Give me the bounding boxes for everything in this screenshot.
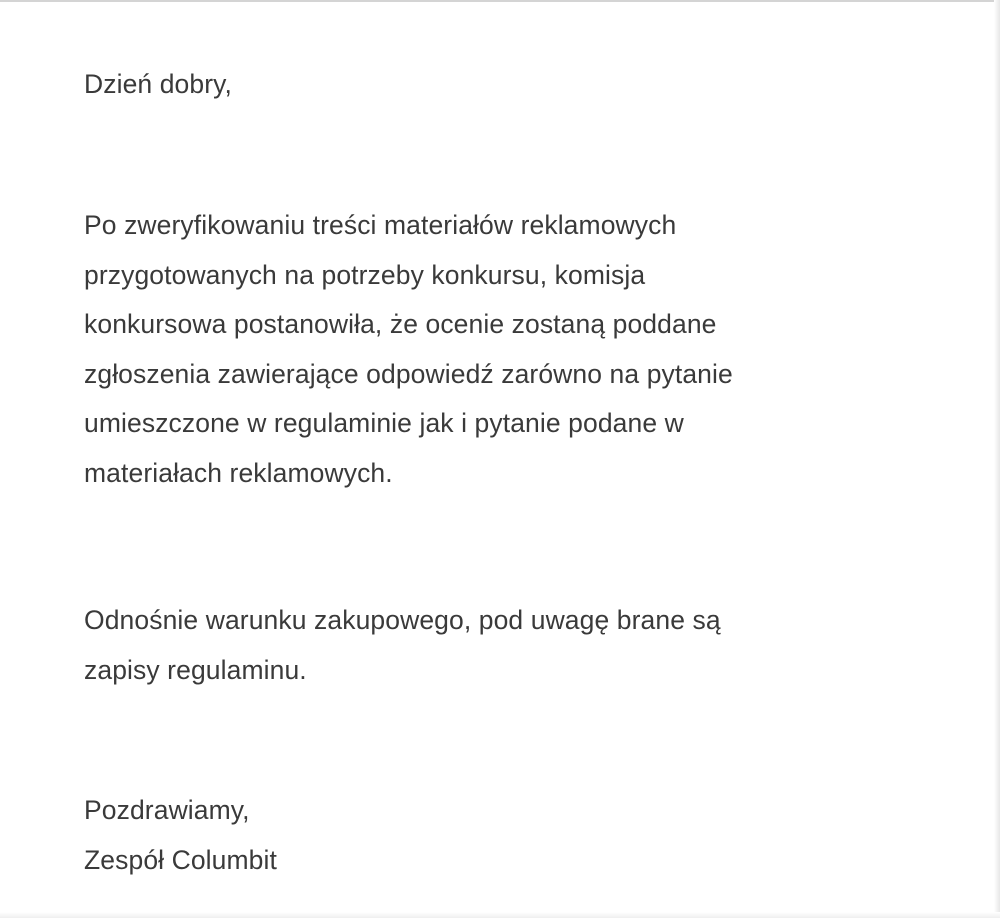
paragraph-2-line: Odnośnie warunku zakupowego, pod uwagę brane są [84,605,721,635]
paragraph-1-line: konkursowa postanowiła, że ocenie zostaną poddane [84,309,717,339]
email-paragraph-1 [84,201,733,498]
email-closing: Pozdrawiamy, [84,795,250,825]
paragraph-1-line: Po zweryfikowaniu treści materiałów reklamowych [84,210,677,240]
right-edge-shadow [994,0,1000,918]
email-signature: Zespół Columbit [84,844,277,875]
paragraph-2-line: zapisy regulaminu. [84,654,307,685]
paragraph-1-line: przygotowanych na potrzeby konkursu, komisja [84,259,646,290]
bottom-edge-shadow [0,912,1000,918]
email-paragraph-2 [84,596,721,695]
top-divider [0,0,1000,2]
paragraph-1-line: zgłoszenia zawierające odpowiedź zarówno na pytanie [84,358,733,389]
paragraph-1-line: umieszczone w regulaminie jak i pytanie podane w [84,408,684,438]
email-greeting: Dzień dobry, [84,69,232,99]
paragraph-1-line: materiałach reklamowych. [84,457,393,488]
email-signoff [84,786,277,885]
